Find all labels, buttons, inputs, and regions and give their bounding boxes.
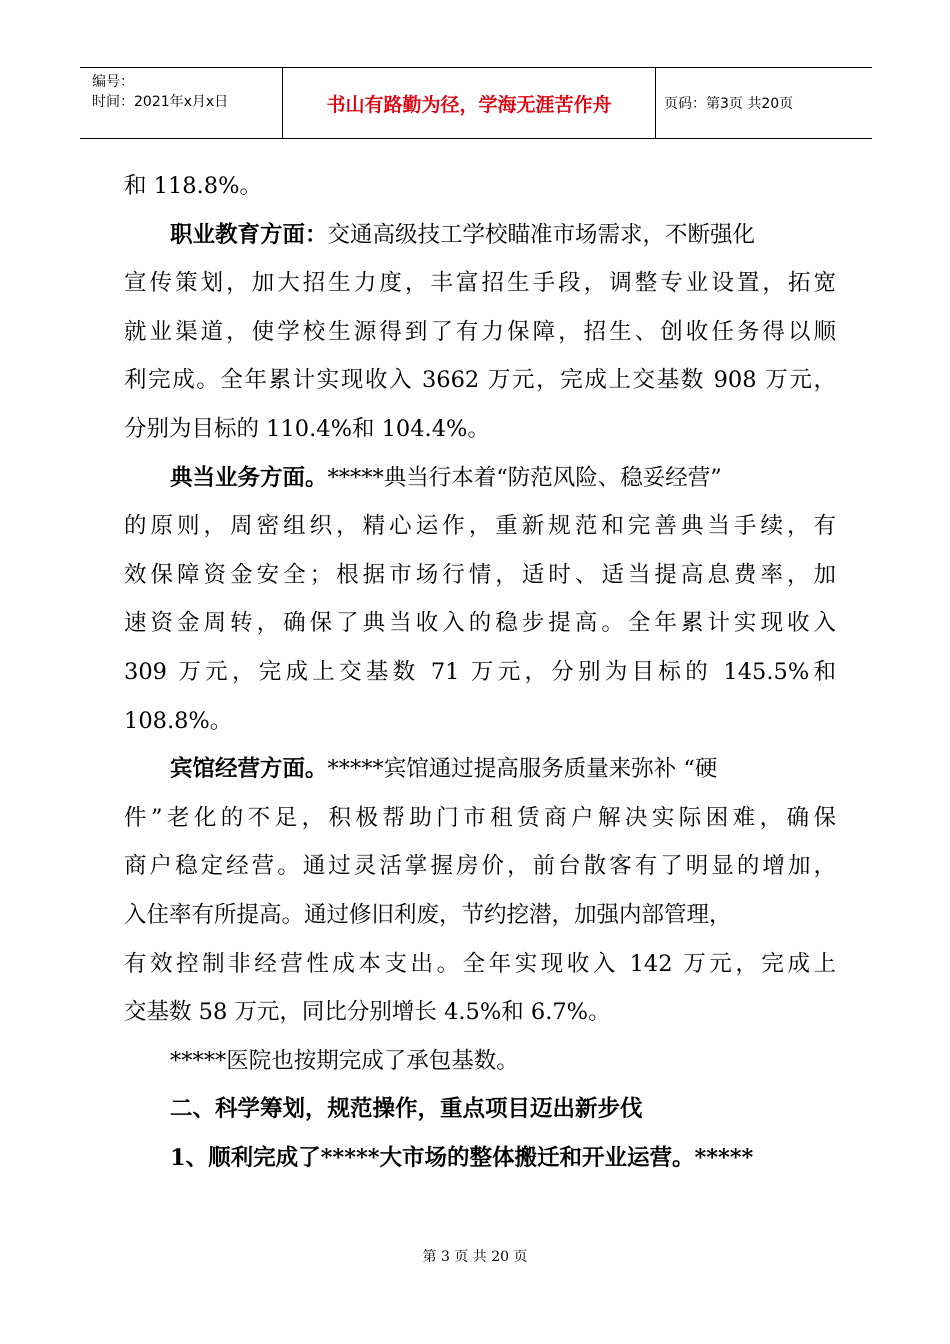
text-line: 分别为目标的 110.4%和 104.4%。 bbox=[124, 415, 490, 442]
page-footer: 第 3 页 共 20 页 bbox=[422, 1249, 528, 1265]
text-line: 宣传策划，加大招生力度，丰富招生手段，调整专业设置，拓宽 bbox=[124, 270, 836, 297]
section-heading: 宾馆经营方面。 bbox=[170, 756, 328, 783]
text-line: 交基数 58 万元，同比分别增长 4.5%和 6.7%。 bbox=[124, 999, 611, 1026]
text-line: 的原则，周密组织，精心运作，重新规范和完善典当手续，有 bbox=[124, 513, 836, 540]
text-line: 有效控制非经营性成本支出。全年实现收入 142 万元，完成上 bbox=[124, 950, 836, 977]
text-line: 速资金周转，确保了典当收入的稳步提高。全年累计实现收入 bbox=[124, 610, 836, 637]
paragraph-vocational-education: 职业教育方面：交通高级技工学校瞄准市场需求，不断强化 bbox=[170, 221, 756, 248]
text-line: 效保障资金安全；根据市场行情，适时、适当提高息费率，加 bbox=[124, 561, 836, 588]
section-heading: 典当业务方面。 bbox=[170, 464, 328, 491]
number-label: 编号： bbox=[92, 74, 134, 90]
header-meta bbox=[80, 68, 283, 138]
subsection-heading-1: 1、顺利完成了*****大市场的整体搬迁和开业运营。***** bbox=[170, 1144, 754, 1171]
header-motto: 书山有路勤为径，学海无涯苦作舟 bbox=[283, 68, 656, 138]
text-line: 就业渠道，使学校生源得到了有力保障，招生、创收任务得以顺 bbox=[124, 318, 836, 345]
paragraph-pawn-business: 典当业务方面。*****典当行本着“防范风险、稳妥经营” bbox=[170, 464, 722, 491]
paragraph-hotel-operation: 宾馆经营方面。*****宾馆通过提高服务质量来弥补 “硬 bbox=[170, 756, 718, 783]
document-body bbox=[124, 162, 836, 1182]
time-label: 时间：2021年x月x日 bbox=[92, 94, 229, 110]
text-line: 和 118.8%。 bbox=[124, 173, 262, 199]
text-line: 商户稳定经营。通过灵活掌握房价，前台散客有了明显的增加， bbox=[124, 853, 836, 880]
text-line: 利完成。全年累计实现收入 3662 万元，完成上交基数 908 万元， bbox=[124, 367, 836, 394]
section-heading-2: 二、科学筹划，规范操作，重点项目迈出新步伐 bbox=[170, 1096, 643, 1123]
section-heading: 职业教育方面： bbox=[170, 221, 328, 248]
text-line: 件”老化的不足，积极帮助门市租赁商户解决实际困难，确保 bbox=[124, 804, 836, 831]
page-header bbox=[80, 67, 872, 139]
paragraph-hospital: *****医院也按期完成了承包基数。 bbox=[170, 1047, 519, 1074]
text-line: 309 万元，完成上交基数 71 万元，分别为目标的 145.5%和 bbox=[124, 658, 836, 685]
text-line: 入住率有所提高。通过修旧利废，节约挖潜，加强内部管理， bbox=[124, 901, 732, 928]
header-page-info: 页码：第3页 共20页 bbox=[664, 96, 794, 112]
text-line: 108.8%。 bbox=[124, 707, 233, 734]
